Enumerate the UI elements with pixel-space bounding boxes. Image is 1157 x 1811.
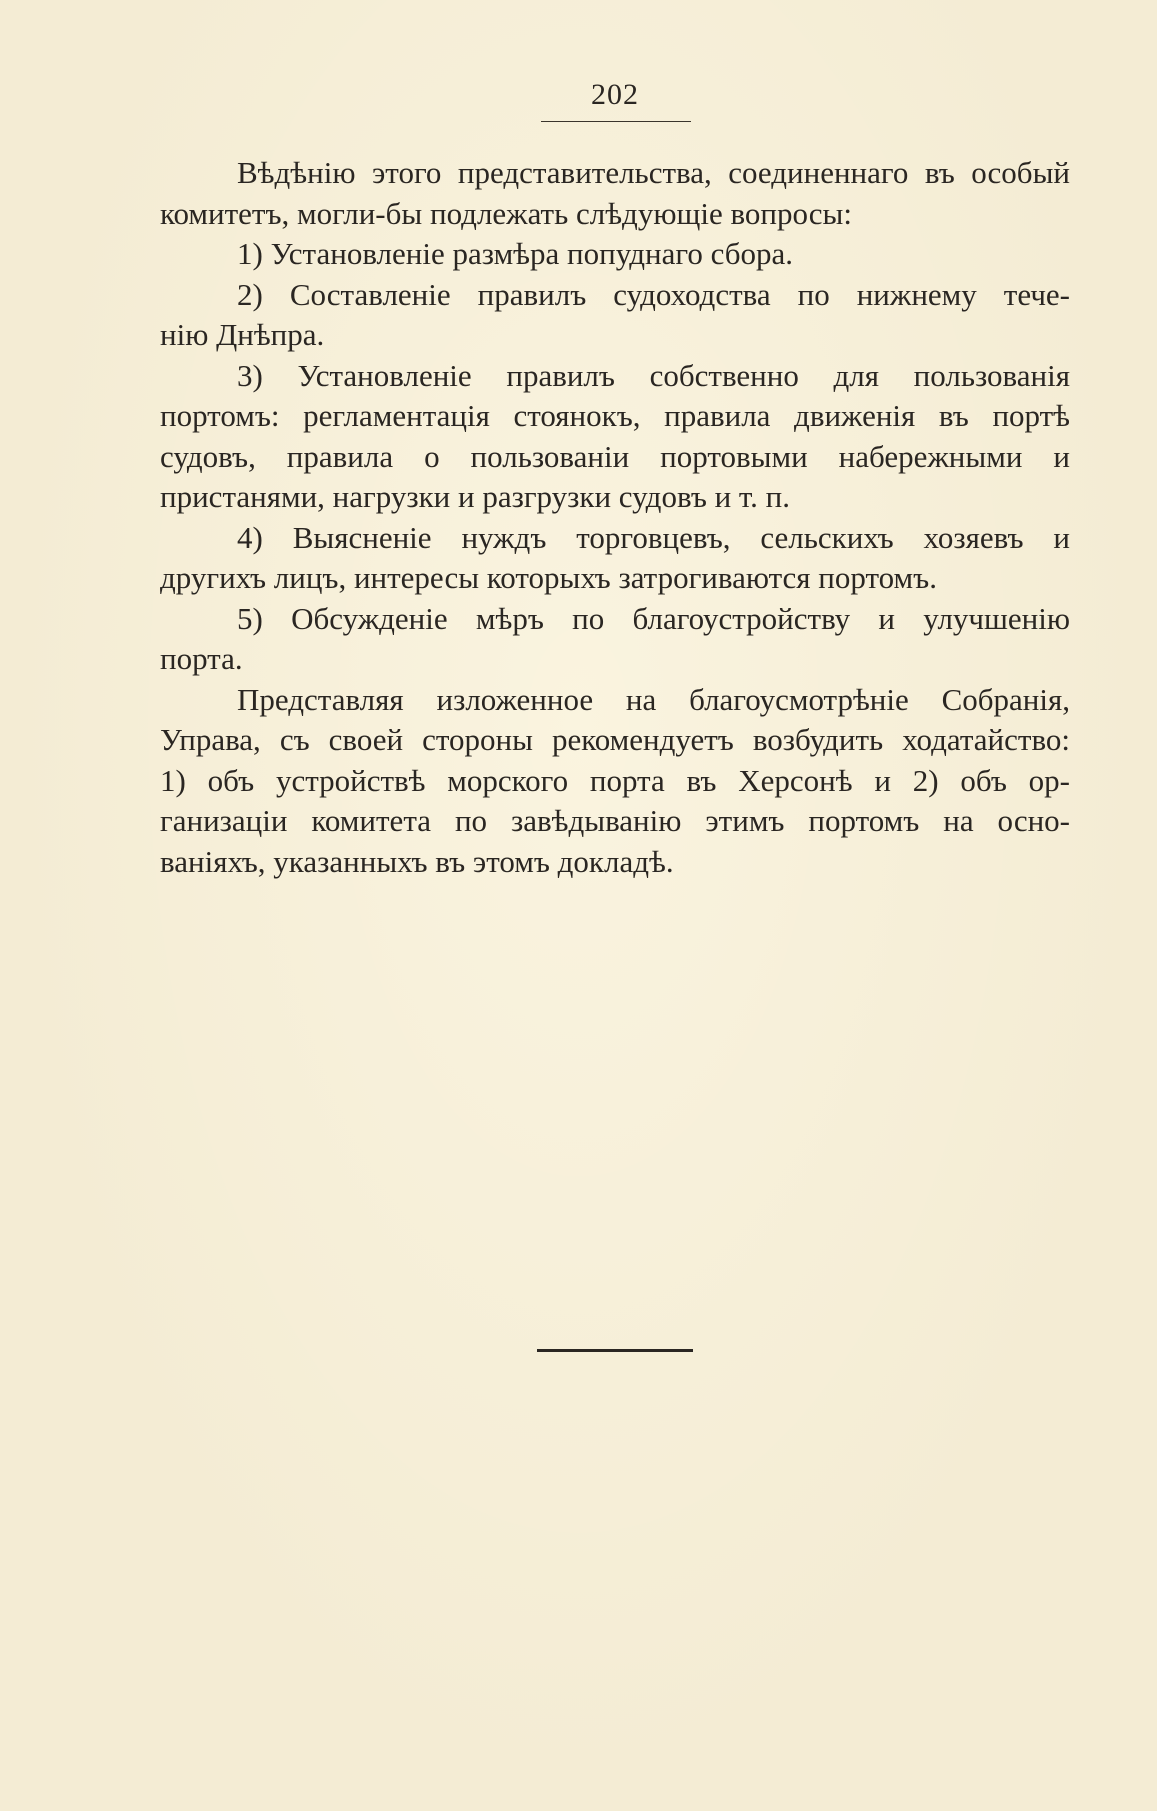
text-line: нію Днѣпра. [160,317,325,352]
paragraph [160,153,1070,234]
paragraph [160,275,1070,356]
text-line: портомъ: регламентація стоянокъ, правила движенія въ портѣ [160,398,1070,433]
paragraph [160,680,1070,883]
text-line: 1) объ устройствѣ морского порта въ Херсонѣ и 2) объ ор- [160,762,1070,798]
text-line: другихъ лицъ, интересы которыхъ затрогиваются портомъ. [160,560,937,595]
text-line: 1) Установленіе размѣра попуднаго сбора. [237,236,793,271]
text-line: пристанями, нагрузки и разгрузки судовъ и т. п. [160,479,790,514]
page-number: 202 [591,78,639,111]
paragraph [160,234,1070,275]
footer-rule [537,1349,693,1352]
text-line: Представляя изложенное на благоусмотрѣніе Собранія, [237,681,1070,717]
text-line: 5) Обсужденіе мѣръ по благоустройству и улучшенію [237,600,1070,636]
text-line: комитетъ, могли-бы подлежать слѣдующіе вопросы: [160,195,852,231]
text-line: судовъ, правила о пользованіи портовыми набережными и [160,438,1070,474]
paragraph [160,599,1070,680]
text-line: ганизаціи комитета по завѣдыванію этимъ портомъ на осно- [160,803,1070,838]
text-line: 4) Выясненіе нуждъ торговцевъ, сельскихъ хозяевъ и [237,519,1070,555]
text-line: порта. [160,641,243,676]
text-line: ваніяхъ, указанныхъ въ этомъ докладѣ. [160,843,674,879]
text-line: 3) Установленіе правилъ собственно для пользованія [237,357,1070,393]
text-line: Управа, съ своей стороны рекомендуетъ возбудить ходатайство: [160,722,1070,757]
header-rule [541,121,691,122]
paragraph [160,518,1070,599]
text-line: 2) Составленіе правилъ судоходства по нижнему тече- [237,276,1070,312]
paragraph [160,356,1070,518]
body-text [160,153,1070,882]
text-line: Вѣдѣнію этого представительства, соединеннаго въ особый [237,155,1070,190]
